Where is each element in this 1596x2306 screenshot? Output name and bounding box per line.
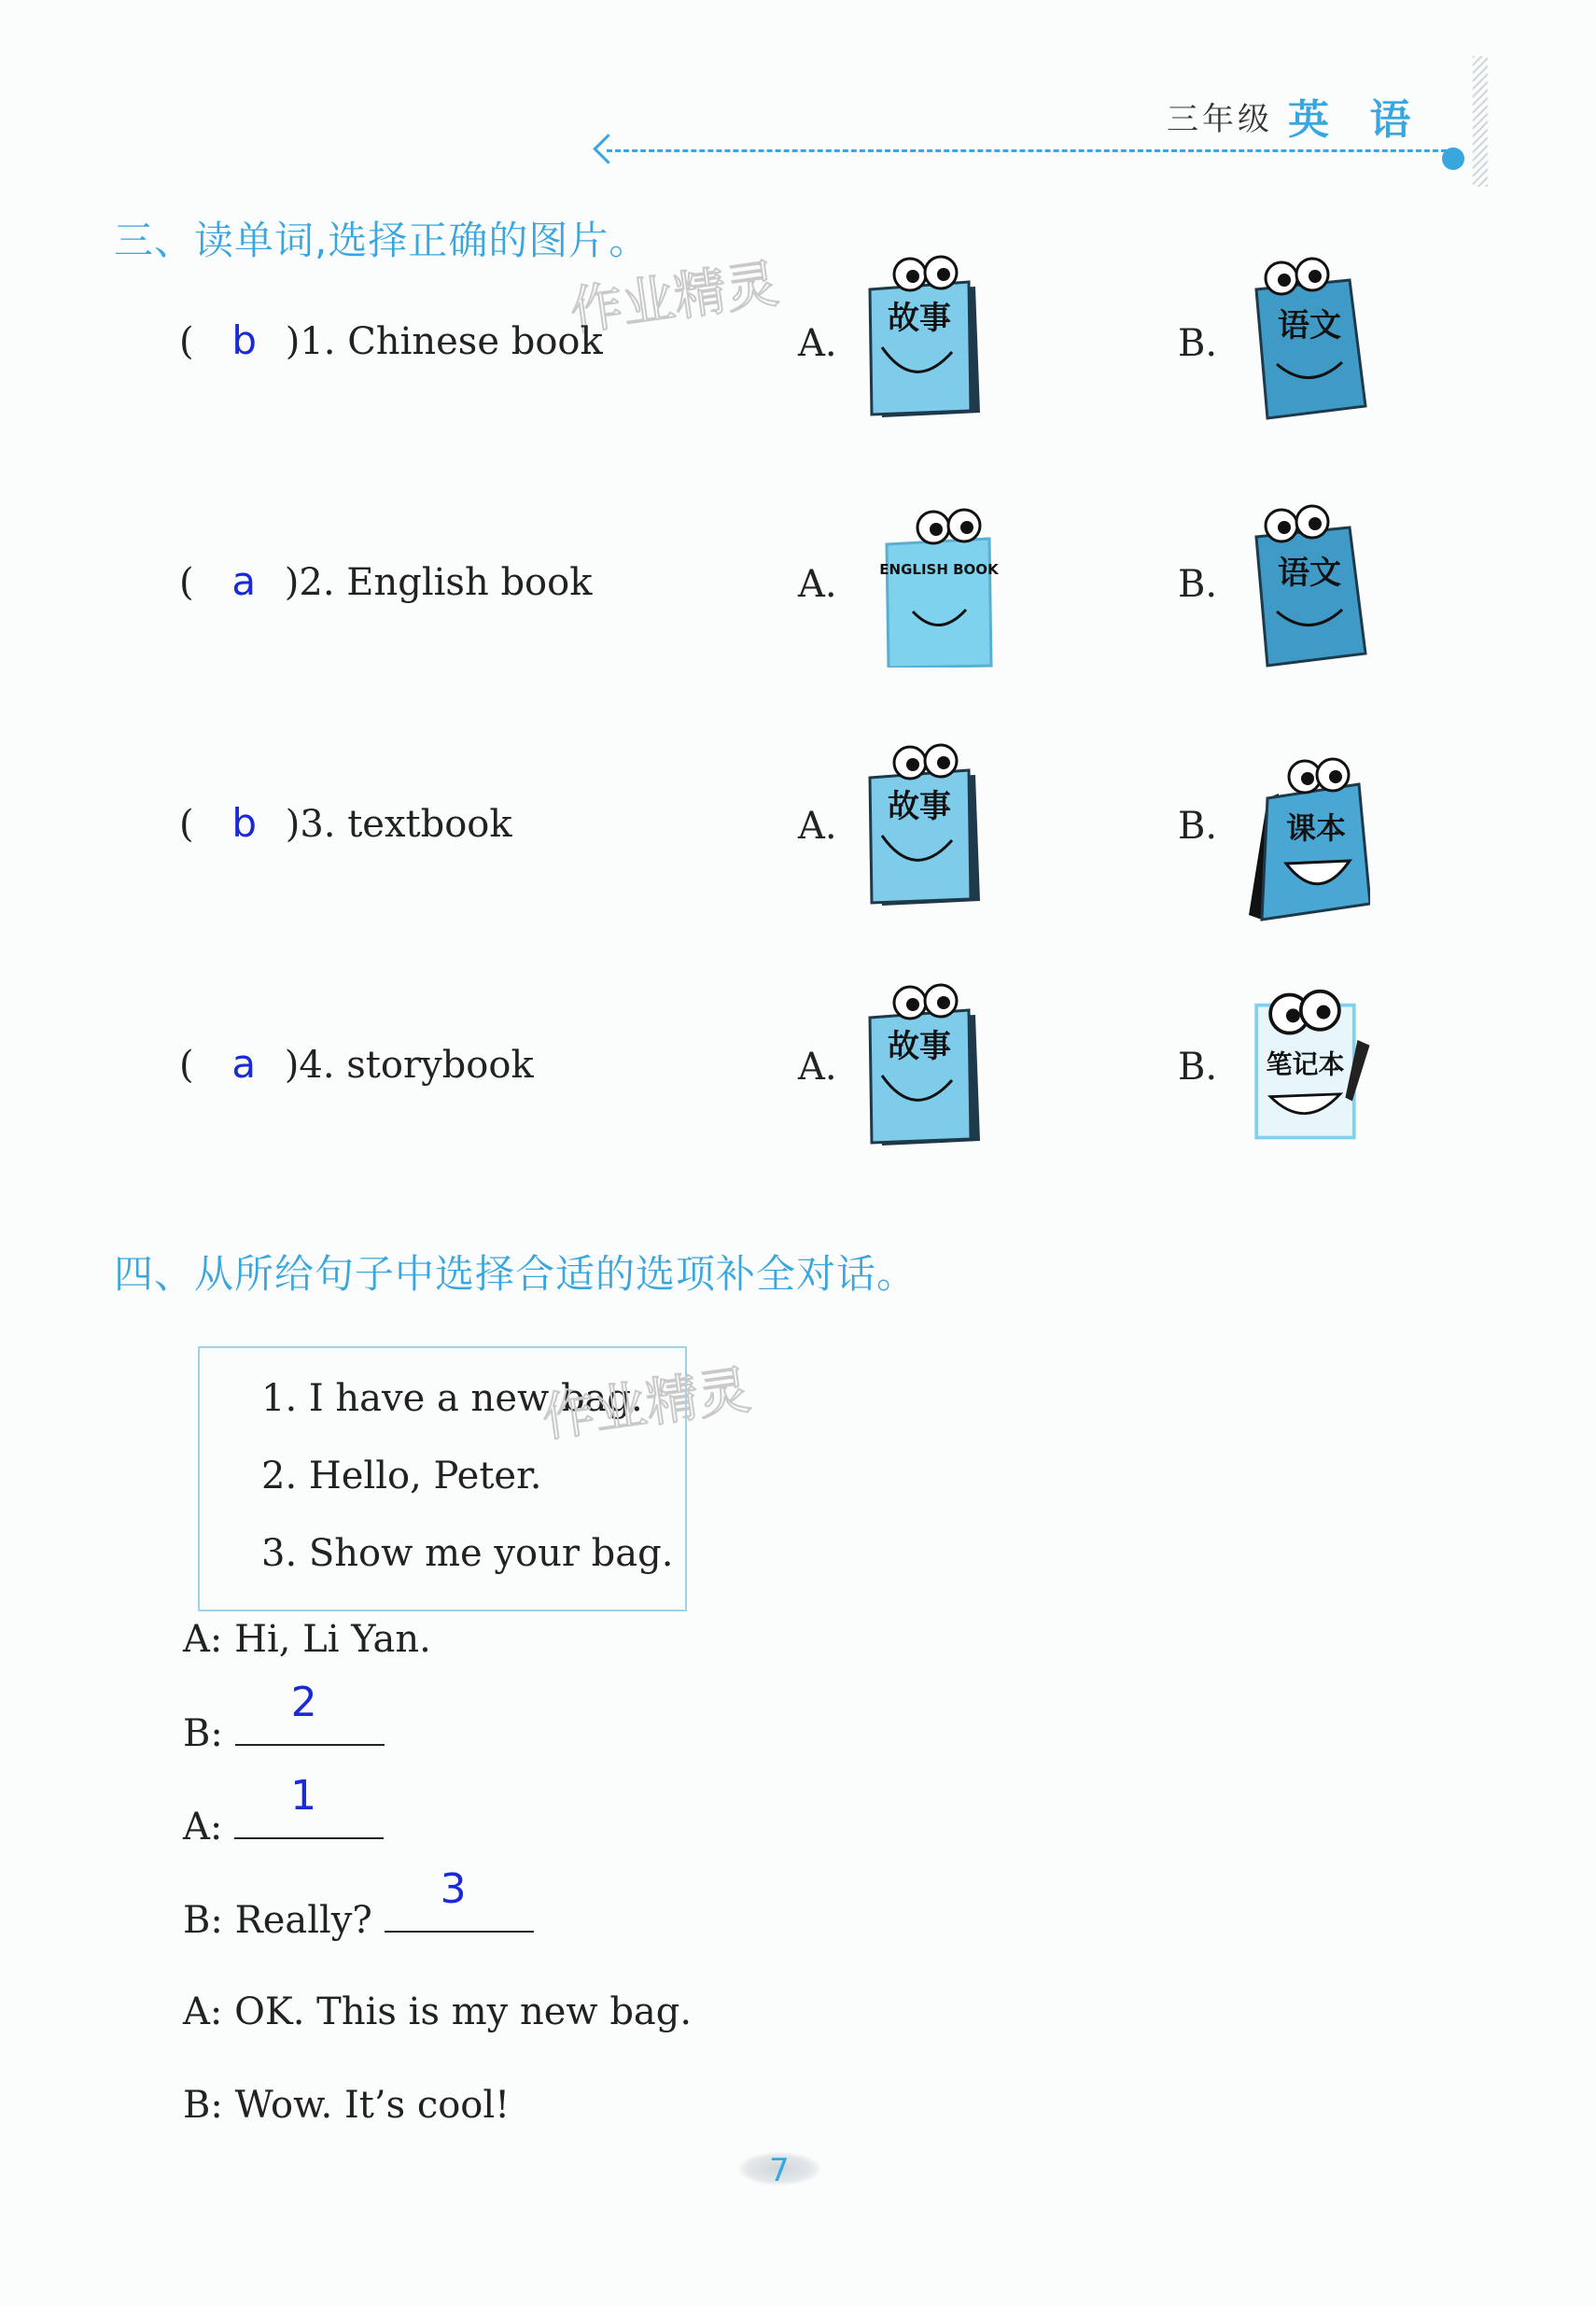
chinese-book-picture [1239,252,1370,420]
header-grade: 三年级 [1167,101,1273,138]
choice-3: 3. Show me your bag. [261,1532,674,1575]
answer-blank[interactable] [385,1865,534,1933]
dialogue-text: B: Really? [183,1899,372,1942]
dialogue-line-2 [183,1679,385,1755]
option-b-label: B. [1178,563,1218,606]
question-2 [179,558,592,604]
dialogue-speaker: B: [183,1712,223,1755]
section4-title: 四、从所给句子中选择合适的选项补全对话。 [114,1251,917,1297]
book-label: 故事 [888,1028,951,1065]
book-label: 语文 [1278,555,1341,592]
question-3-answer: b [231,800,257,846]
storybook-picture [859,982,989,1150]
book-label: ENGLISH BOOK [879,561,999,578]
blank-answer: 1 [290,1772,317,1820]
book-label: 课本 [1285,810,1347,846]
header-dashed-line [607,149,1447,152]
page-number: 7 [737,2152,821,2186]
notebook-picture [1246,982,1377,1150]
option-b-label: B. [1178,1046,1218,1089]
answer-blank[interactable] [235,1679,385,1746]
book-label: 笔记本 [1266,1048,1345,1080]
dialogue-line-5: A: OK. This is my new bag. [183,1990,693,2033]
blank-answer: 3 [440,1865,467,1913]
question-2-text: )2. English book [284,561,593,604]
dialogue-line-6: B: Wow. It’s cool! [183,2084,511,2127]
question-3-text: )3. textbook [285,803,512,846]
storybook-picture [859,254,989,422]
paren-open: ( [179,803,194,846]
question-1-answer: b [231,317,257,363]
dialogue-line-1: A: Hi, Li Yan. [183,1618,431,1661]
paren-open: ( [179,320,194,363]
book-label: 故事 [888,300,951,337]
header-dot-icon [1442,148,1464,170]
dialogue-speaker: A: [183,1806,223,1849]
question-4 [179,1041,534,1087]
dialogue-line-3 [183,1772,384,1849]
question-2-answer: a [231,558,257,604]
answer-blank[interactable] [234,1772,384,1839]
storybook-picture [859,742,989,910]
option-a-label: A. [798,322,837,365]
paren-open: ( [179,561,194,604]
decorative-hatch [1473,56,1488,187]
question-4-answer: a [231,1041,257,1087]
book-label: 故事 [888,788,951,825]
textbook-picture [1239,756,1370,924]
chinese-book-picture [1239,499,1370,668]
book-label: 语文 [1278,307,1341,344]
paren-open: ( [179,1044,194,1087]
header-subject: 英 语 [1288,96,1424,144]
watermark: 作业精灵 [539,1359,755,1450]
option-b-label: B. [1178,322,1218,365]
option-a-label: A. [798,805,837,848]
question-1 [179,317,603,363]
section3-title: 三、读单词,选择正确的图片。 [114,218,650,263]
blank-answer: 2 [290,1679,317,1726]
choice-2: 2. Hello, Peter. [261,1455,542,1497]
question-4-text: )4. storybook [284,1044,534,1087]
choice-1: 1. I have a new bag. [261,1377,643,1420]
option-a-label: A. [798,563,837,606]
english-book-picture [877,499,1008,668]
question-3 [179,800,512,846]
watermark: 作业精灵 [567,253,783,344]
option-b-label: B. [1178,805,1218,848]
question-1-text: )1. Chinese book [285,320,603,363]
option-a-label: A. [798,1046,837,1089]
dialogue-line-4 [183,1865,534,1942]
